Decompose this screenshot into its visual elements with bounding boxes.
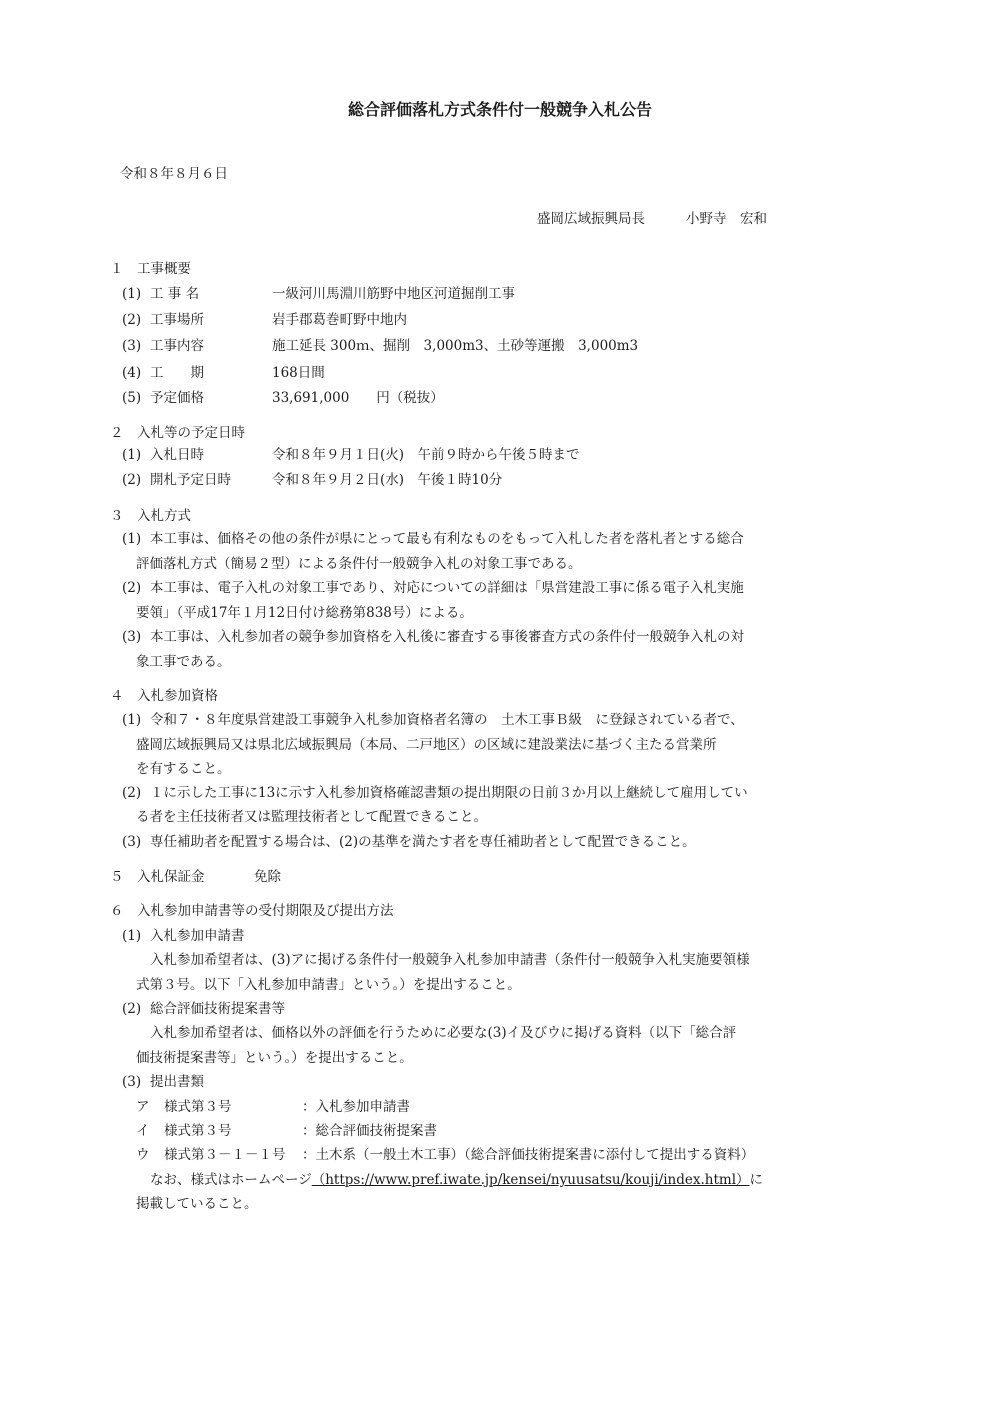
paragraph-line: 専任補助者を配置する場合は、(2)の基準を満たす者を専任補助者として配置できること。	[150, 834, 696, 850]
subsection-num: (2)	[122, 1001, 142, 1017]
issue-date: 令和８年８月６日	[120, 166, 228, 182]
s1-row-label: 予定価格	[150, 390, 204, 406]
s1-row-value: 33,691,000 円（税抜）	[272, 390, 444, 406]
paragraph-line: 入札参加希望者は、価格以外の評価を行うために必要な(3)イ及びウに掲げる資料（以下「総合評	[150, 1025, 737, 1041]
s1-row-value: 168日間	[272, 365, 325, 381]
s2-row-label: 開札予定日時	[150, 472, 231, 488]
paragraph-line: 令和７・８年度県営建設工事競争入札参加資格者名簿の 土木工事Ｂ級 に登録されている者で、	[150, 712, 744, 728]
s1-row-value: 一級河川馬淵川筋野中地区河道掘削工事	[272, 286, 515, 302]
list-item-desc: ：総合評価技術提案書	[302, 1123, 437, 1139]
paragraph-line: 盛岡広域振興局又は県北広域振興局（本局、二戸地区）の区域に建設業法に基づく主たる営業所	[136, 737, 717, 753]
section-2-heading: ２ 入札等の予定日時	[110, 425, 245, 441]
paragraph-line: 要領」（平成17年１月12日付け総務第838号）による。	[136, 605, 473, 621]
s1-row-num: (2)	[122, 312, 142, 328]
s1-row-label: 工事内容	[150, 338, 204, 354]
subsection-label: 入札参加申請書	[150, 928, 245, 944]
section-6-heading: ６ 入札参加申請書等の受付期限及び提出方法	[110, 903, 394, 919]
s1-row-value: 岩手郡葛巻町野中地内	[272, 312, 407, 328]
s2-row-value: 令和８年９月１日(火) 午前９時から午後５時まで	[272, 447, 580, 463]
note-line	[150, 1174, 763, 1188]
note-prefix: なお、様式はホームページ	[150, 1172, 312, 1188]
list-item-mark: ア	[136, 1099, 150, 1115]
bid-bond-value: 免除	[254, 869, 281, 885]
subsection-num: (1)	[122, 928, 142, 944]
page-title: 総合評価落札方式条件付一般競争入札公告	[347, 100, 652, 119]
s1-row-label: 工事場所	[150, 312, 204, 328]
list-item-desc: ：土木系（一般土木工事）（総合評価技術提案書に添付して提出する資料）	[302, 1147, 755, 1163]
paragraph-num: (2)	[122, 785, 142, 801]
s1-row-value: 施工延長 300ｍ、掘削 3,000m3、土砂等運搬 3,000m3	[272, 338, 639, 354]
issuer-name: 小野寺 宏和	[686, 211, 767, 227]
paragraph-line: る者を主任技術者又は監理技術者として配置できること。	[136, 809, 487, 825]
list-item-mark: ウ	[136, 1147, 150, 1163]
list-item-form: 様式第３号	[164, 1099, 232, 1115]
s1-row-label: 工 期	[150, 365, 204, 381]
paragraph-line: を有すること。	[136, 761, 231, 777]
paragraph-num: (3)	[122, 629, 142, 645]
paragraph-num: (3)	[122, 834, 142, 850]
section-5-heading: ５ 入札保証金	[110, 869, 205, 885]
issuer-title: 盛岡広域振興局長	[537, 211, 645, 227]
note-line-2: 掲載していること。	[136, 1196, 258, 1212]
paragraph-num: (1)	[122, 712, 142, 728]
s1-row-num: (4)	[122, 365, 142, 381]
paragraph-line: 式第３号。以下「入札参加申請書」という。）を提出すること。	[136, 977, 521, 993]
subsection-num: (3)	[122, 1074, 142, 1090]
subsection-label: 総合評価技術提案書等	[150, 1001, 285, 1017]
list-item-desc: ：入札参加申請書	[302, 1099, 410, 1115]
note-suffix: に	[749, 1172, 764, 1188]
s2-row-num: (2)	[122, 472, 142, 488]
paragraph-num: (2)	[122, 580, 142, 596]
paragraph-line: 本工事は、電子入札の対象工事であり、対応についての詳細は「県営建設工事に係る電子入札実施	[150, 580, 744, 596]
paragraph-line: 象工事である。	[136, 654, 231, 670]
list-item-form: 様式第３号	[164, 1123, 232, 1139]
paragraph-num: (1)	[122, 531, 142, 547]
section-3-heading: ３ 入札方式	[110, 508, 191, 524]
s2-row-value: 令和８年９月２日(水) 午後１時10分	[272, 472, 503, 488]
paragraph-line: 価技術提案書等」という。）を提出すること。	[136, 1050, 413, 1066]
paragraph-line: 評価落札方式（簡易２型）による条件付一般競争入札の対象工事である。	[136, 556, 582, 572]
s1-row-num: (3)	[122, 338, 142, 354]
s1-row-num: (1)	[122, 286, 142, 302]
list-item-mark: イ	[136, 1123, 150, 1139]
paragraph-line: 本工事は、価格その他の条件が県にとって最も有利なものをもって入札した者を落札者とする総合	[150, 531, 744, 547]
s2-row-num: (1)	[122, 447, 142, 463]
paragraph-line: 入札参加希望者は、(3)アに掲げる条件付一般競争入札参加申請書（条件付一般競争入札実施要領様	[150, 952, 750, 968]
subsection-label: 提出書類	[150, 1074, 204, 1090]
s2-row-label: 入札日時	[150, 447, 204, 463]
section-1-heading: １ 工事概要	[110, 261, 191, 277]
paragraph-line: １に示した工事に13に示す入札参加資格確認書類の提出期限の日前３か月以上継続して雇用してい	[150, 785, 748, 801]
list-item-form: 様式第３－１－１号	[164, 1147, 286, 1163]
homepage-url-link[interactable]: （https://www.pref.iwate.jp/kensei/nyuusatsu/kouji/index.html）	[311, 1172, 750, 1188]
s1-row-label: 工 事 名	[150, 286, 200, 302]
section-4-heading: ４ 入札参加資格	[110, 688, 218, 704]
paragraph-line: 本工事は、入札参加者の競争参加資格を入札後に審査する事後審査方式の条件付一般競争入札の対	[150, 629, 744, 645]
s1-row-num: (5)	[122, 390, 142, 406]
